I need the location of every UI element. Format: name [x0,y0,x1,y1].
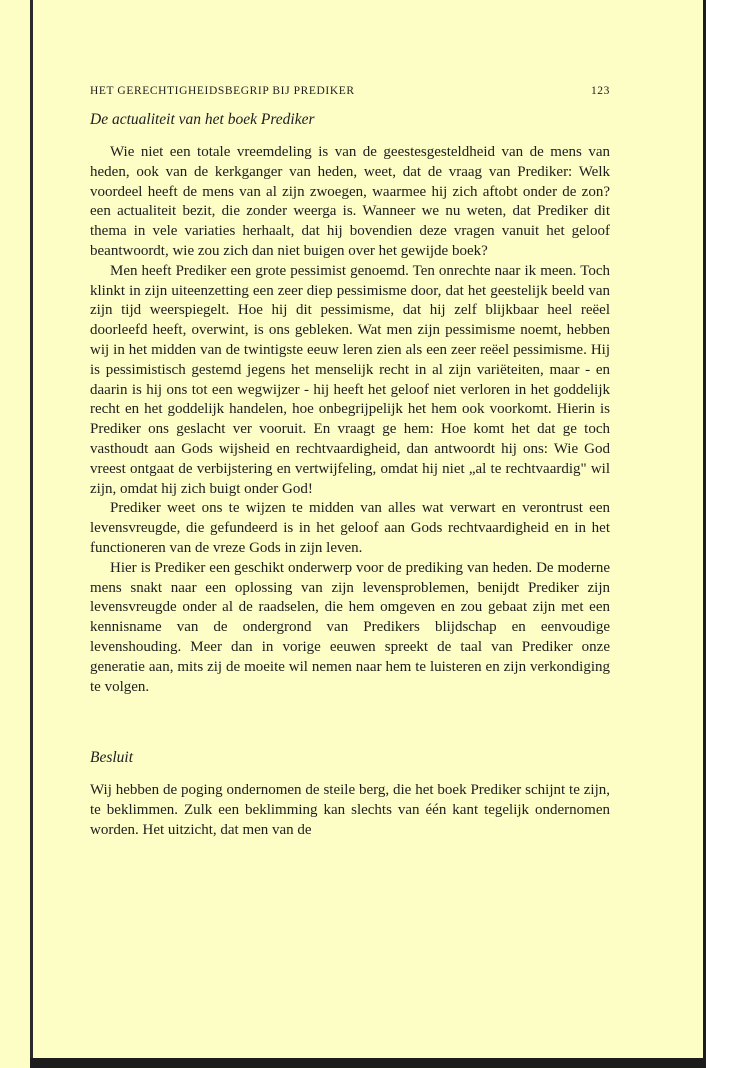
page-right-edge [703,0,706,1068]
paragraph: Prediker weet ons te wijzen te midden van alles wat verwart en verontrust een levensvreugde, die gefundeerd is in het geloof aan Gods rechtvaardigheid en in het functioneren van de vreze Gods in zijn leven. [90,500,610,556]
document-page [90,85,610,841]
section-spacer [90,697,610,749]
page-number: 123 [590,85,610,97]
paragraph: Hier is Prediker een geschikt onderwerp voor de prediking van heden. De moderne mens snakt naar een oplossing van zijn levensproblemen, benijdt Prediker zijn levensvreugde onder al de raadselen, die hem omgeven en zou gebaat zijn met een kennisname van de ondergrond van Predikers blijdschap en eenvoudige levenshouding. Meer dan in vorige eeuwen spreekt de taal van Prediker onze generatie aan, mits zij de moeite wil nemen naar hem te luisteren en zijn verkondiging te volgen. [90,559,610,695]
page-bottom-edge [30,1058,706,1068]
running-header [90,85,610,97]
section-heading-besluit: Besluit [90,749,134,767]
page-right-margin [705,0,738,1068]
paragraph: Men heeft Prediker een grote pessimist genoemd. Ten onrechte naar ik meen. Toch klinkt in zijn uiteenzetting een zeer diep pessimisme door, dat het geestelijk beeld van zijn tijd weerspiegelt. Hoe hij dit pessimisme, dat hij zelf blijkbaar heel reëel doorleefd heeft, overwint, is ons gebleken. Wat men zijn pessimisme noemt, hebben wij in het midden van de twintigste eeuw leren zien als een zeer reëel pessimisme. Hij is pessimistisch gestemd jegens het menselijk recht in al zijn variëteiten, maar - en daarin is hij ons tot een wegwijzer - hij heeft het geloof niet verloren in het goddelijk recht en het goddelijk handelen, hoe onbegrijpelijk het hem ook voorkomt. Hierin is Prediker ons geslacht ver vooruit. En vraagt ge hem: Hoe komt het dat ge toch vasthoudt aan Gods wijsheid en rechtvaardigheid, dan antwoordt hij ons: Wie God vreest ontgaat de verbijstering en vertwijfeling, omdat hij niet „al te rechtvaardig" wil zijn, omdat hij zich buigt onder God! [90,262,610,497]
running-title: HET GERECHTIGHEIDSBEGRIP BIJ PREDIKER [90,85,355,97]
page-left-edge [30,0,33,1068]
paragraph: Wij hebben de poging ondernomen de steile berg, die het boek Prediker schijnt te zijn, te beklimmen. Zulk een beklimming kan slechts van één kant tegelijk ondernomen worden. Het uitzicht, dat men van de [90,782,610,838]
section-heading-actualiteit: De actualiteit van het boek Prediker [90,111,315,128]
paragraph: Wie niet een totale vreemdeling is van de geestesgesteldheid van de mens van heden, ook van de kerkganger van heden, weet, dat de vraag van Prediker: Welk voordeel heeft de mens van al zijn zwoegen, waarmee hij zich aftobt onder de zon? een actualiteit bezit, die zonder weerga is. Wanneer we nu weten, dat Prediker dit thema in vele variaties herhaalt, dat hij bovendien deze vragen vanuit het geloof beantwoordt, wie zou zich dan niet buigen over het gewijde boek? [90,144,610,259]
